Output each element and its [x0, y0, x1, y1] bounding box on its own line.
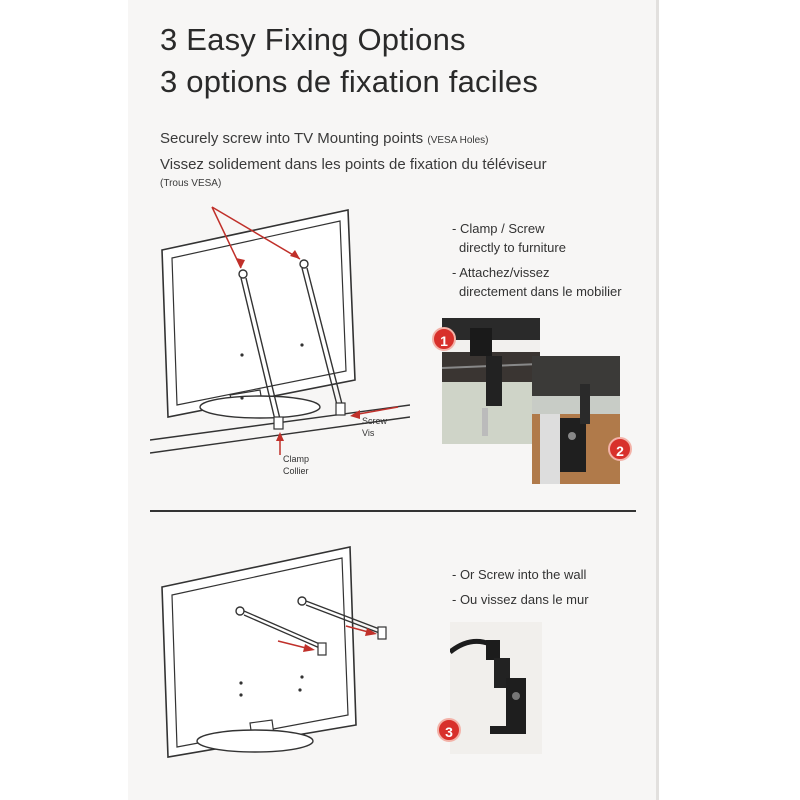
vesa-english-text: Securely screw into TV Mounting points: [160, 130, 424, 147]
screw-bracket-photo: [532, 356, 620, 484]
furniture-line-2: directly to furniture: [459, 240, 566, 255]
wall-bracket-photo: [450, 622, 542, 754]
option-badge-1: 1: [432, 327, 456, 351]
wall-line-1: - Or Screw into the wall: [452, 567, 587, 582]
option-badge-2: 2: [608, 437, 632, 461]
vesa-english-small: (VESA Holes): [427, 135, 489, 146]
screw-label-fr: Vis: [362, 428, 375, 438]
vesa-instruction-french: Vissez solidement dans les points de fixation du téléviseur: [160, 156, 547, 173]
vesa-instruction-english: [160, 130, 489, 147]
tv-wall-diagram: [160, 545, 400, 770]
clamp-label-fr: Collier: [283, 466, 309, 476]
furniture-instructions: [452, 219, 622, 301]
furniture-line-4: directement dans le mobilier: [459, 284, 622, 299]
title-english: 3 Easy Fixing Options: [160, 22, 466, 57]
wall-instructions: [452, 565, 589, 609]
section-divider: [150, 510, 636, 512]
vesa-instruction-french-small: (Trous VESA): [160, 178, 222, 189]
panel-edge: [656, 0, 659, 800]
furniture-line-1: - Clamp / Screw: [452, 221, 545, 236]
screw-label: [362, 415, 387, 439]
wall-line-2: - Ou vissez dans le mur: [452, 592, 589, 607]
clamp-label: [283, 453, 309, 477]
screw-label-en: Screw: [362, 416, 388, 426]
title-french: 3 options de fixation faciles: [160, 64, 539, 99]
option-badge-3: 3: [437, 718, 461, 742]
clamp-photo: [442, 318, 540, 444]
furniture-line-3: - Attachez/vissez: [452, 265, 550, 280]
clamp-label-en: Clamp: [283, 454, 310, 464]
